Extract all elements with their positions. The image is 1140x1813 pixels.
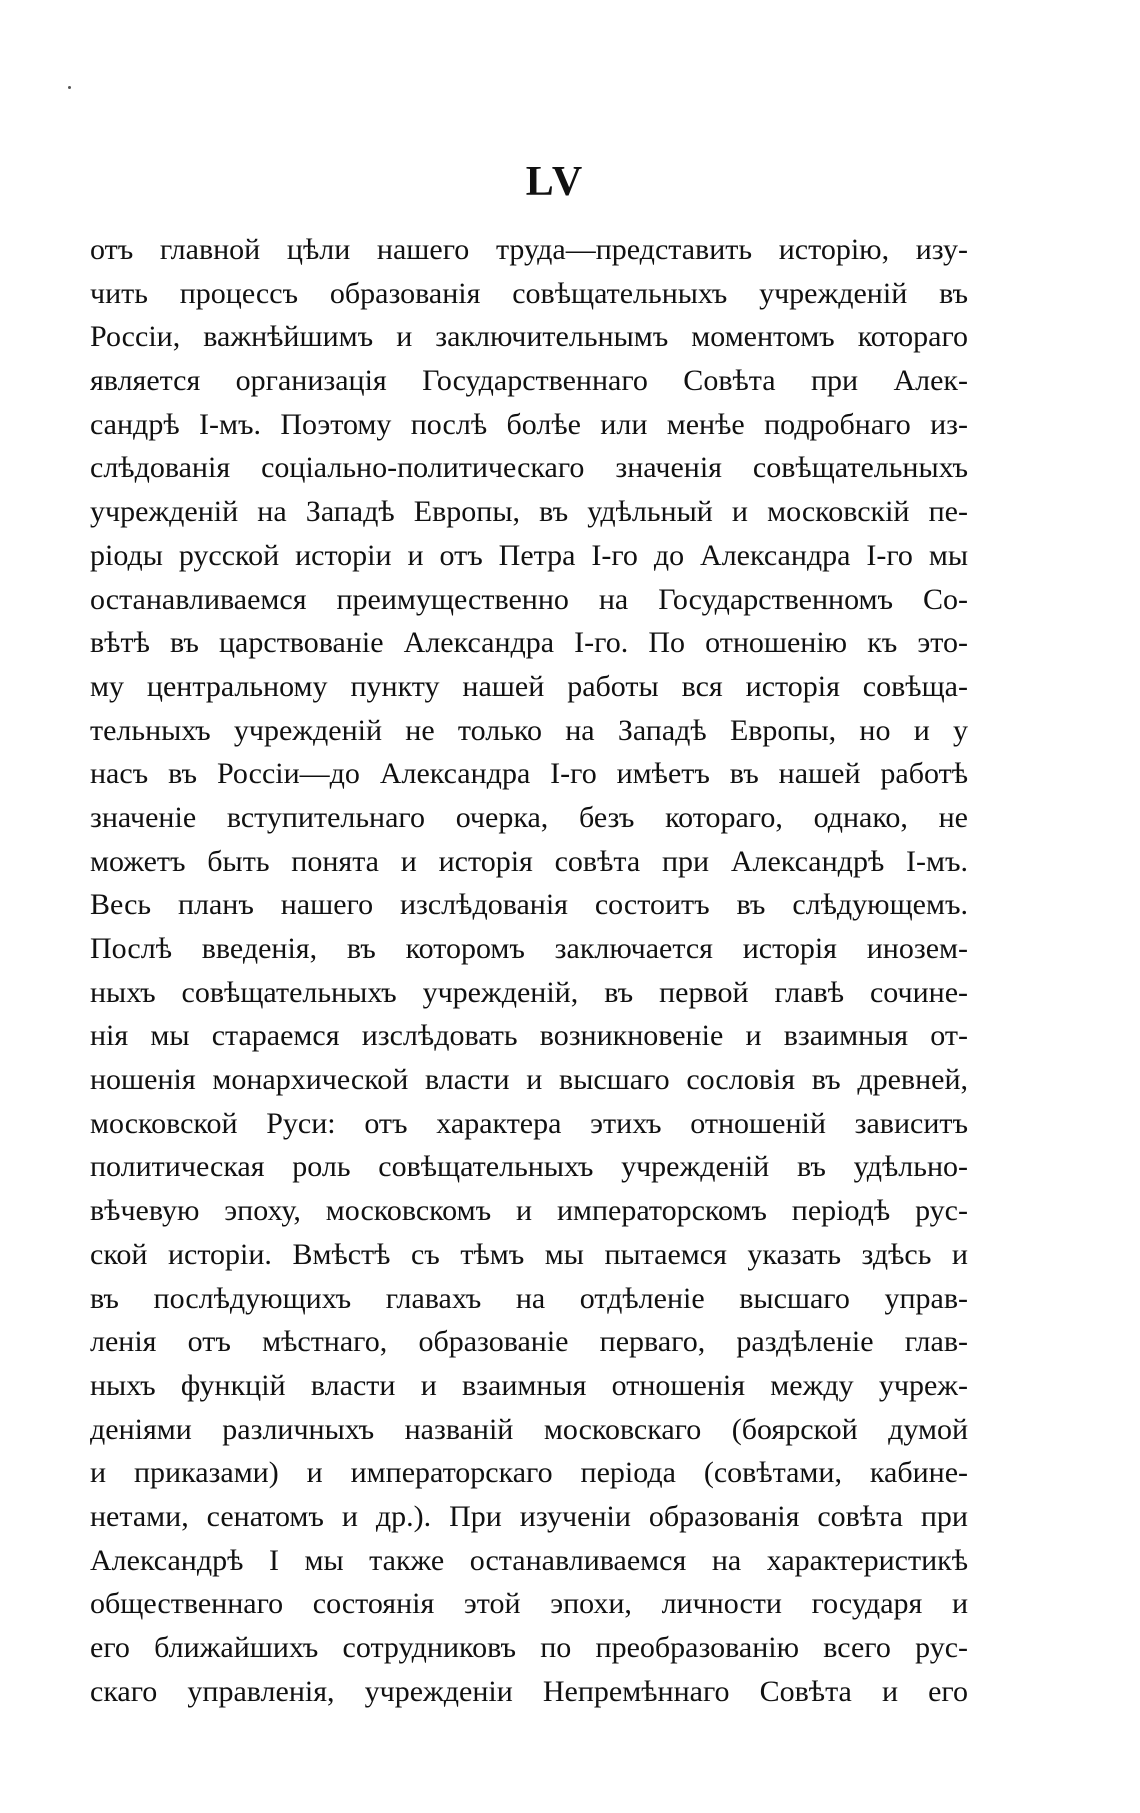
text-line: является организація Государственнаго Совѣта при Алек- — [90, 364, 968, 398]
text-line: останавливаемся преимущественно на Государственномъ Со- — [90, 582, 968, 616]
text-line: ношенія монархической власти и высшаго сословія въ древней, — [90, 1063, 968, 1097]
text-line: отъ главной цѣли нашего труда—представить исторію, изу- — [90, 233, 968, 266]
text-line: ленія отъ мѣстнаго, образованіе перваго, раздѣленіе глав- — [90, 1325, 968, 1359]
text-line: можетъ быть понята и исторія совѣта при Александрѣ I-мъ. — [90, 844, 968, 878]
text-line: ріоды русской исторіи и отъ Петра I-го до Александра I-го мы — [90, 538, 968, 572]
text-line: и приказами) и императорскаго періода (совѣтами, кабине- — [90, 1456, 968, 1490]
text-line: му центральному пункту нашей работы вся исторія совѣща- — [90, 669, 968, 703]
text-line: слѣдованія соціально-политическаго значенія совѣщательныхъ — [90, 451, 968, 485]
text-line: Россіи, важнѣйшимъ и заключительнымъ моментомъ котораго — [90, 320, 968, 354]
text-line: скаго управленія, учрежденіи Непремѣннаго Совѣта и его — [90, 1674, 968, 1708]
text-line: общественнаго состоянія этой эпохи, личности государя и — [90, 1587, 968, 1621]
text-line: политическая роль совѣщательныхъ учрежденій въ удѣльно- — [90, 1150, 968, 1184]
text-line: вѣтѣ въ царствованіе Александра I-го. По отношенію къ это- — [90, 626, 968, 660]
page-number: LV — [525, 159, 585, 205]
text-line: Послѣ введенія, въ которомъ заключается исторія инозем- — [90, 932, 968, 965]
text-line: чить процессъ образованія совѣщательныхъ учрежденій въ — [90, 276, 968, 310]
text-line: вѣчевую эпоху, московскомъ и императорскомъ періодѣ рус- — [90, 1194, 968, 1228]
text-line: значеніе вступительнаго очерка, безъ котораго, однако, не — [90, 800, 968, 834]
text-line: Александрѣ I мы также останавливаемся на характеристикѣ — [90, 1543, 968, 1577]
text-line: ныхъ совѣщательныхъ учрежденій, въ первой главѣ сочине- — [90, 975, 968, 1009]
text-line: нія мы стараемся изслѣдовать возникновеніе и взаимныя от- — [90, 1019, 968, 1053]
text-line: ской исторіи. Вмѣстѣ съ тѣмъ мы пытаемся указать здѣсь и — [90, 1237, 968, 1271]
body-text — [90, 228, 968, 1713]
text-line: московской Руси: отъ характера этихъ отношеній зависитъ — [90, 1106, 968, 1140]
text-line: насъ въ Россіи—до Александра I-го имѣетъ въ нашей работѣ — [90, 757, 968, 791]
text-line: нетами, сенатомъ и др.). При изученіи образованія совѣта при — [90, 1499, 968, 1533]
text-line: деніями различныхъ названій московскаго (боярской думой — [90, 1412, 968, 1446]
text-line: сандрѣ I-мъ. Поэтому послѣ болѣе или менѣе подробнаго из- — [90, 407, 968, 441]
text-line: его ближайшихъ сотрудниковъ по преобразованію всего рус- — [90, 1631, 968, 1664]
text-line: въ послѣдующихъ главахъ на отдѣленіе высшаго управ- — [90, 1281, 968, 1315]
text-line: ныхъ функцій власти и взаимныя отношенія между учреж- — [90, 1368, 968, 1402]
scan-speck — [68, 86, 71, 89]
text-line: тельныхъ учрежденій не только на Западѣ Европы, но и у — [90, 713, 968, 747]
text-line: Весь планъ нашего изслѣдованія состоитъ въ слѣдующемъ. — [90, 888, 968, 922]
text-line: учрежденій на Западѣ Европы, въ удѣльный и московскій пе- — [90, 495, 968, 529]
